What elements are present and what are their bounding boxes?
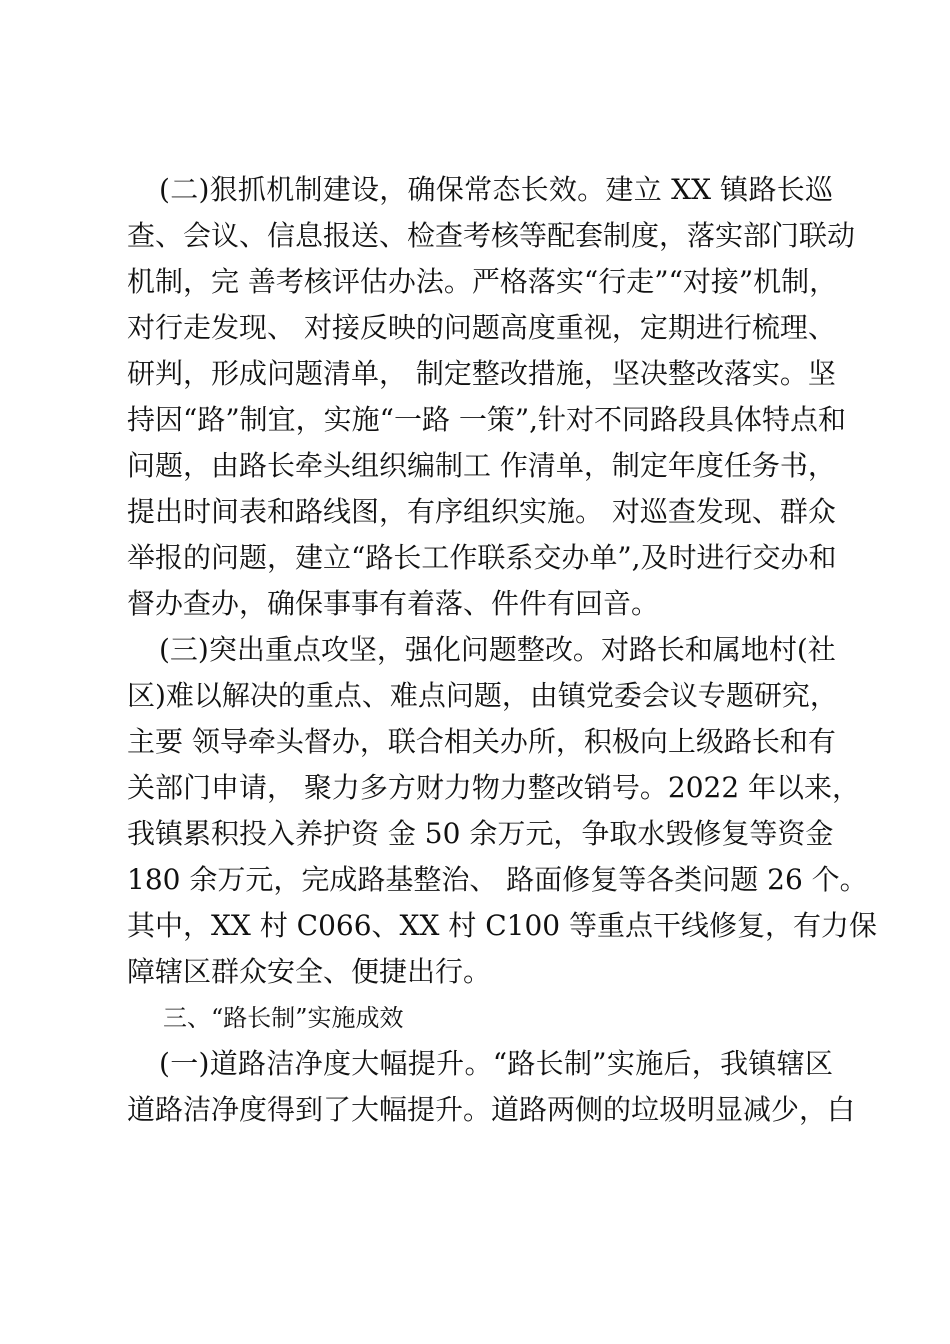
paragraph-line: 道路洁净度得到了大幅提升。道路两侧的垃圾明显减少，白 — [127, 1093, 856, 1126]
paragraph-line: (三)突出重点攻坚，强化问题整改。对路长和属地村(社 — [159, 633, 836, 666]
paragraph-line: 研判，形成问题清单， 制定整改措施，坚决整改落实。坚 — [127, 357, 836, 390]
paragraph-line: 机制，完 善考核评估办法。严格落实“行走”“对接”机制， — [127, 265, 838, 298]
paragraph-line: (二)狠抓机制建设，确保常态长效。建立 XX 镇路长巡 — [159, 173, 833, 206]
paragraph-line: 提出时间表和路线图，有序组织实施。 对巡查发现、群众 — [127, 495, 836, 528]
paragraph-line: 关部门申请， 聚力多方财力物力整改销号。2022 年以来， — [127, 771, 861, 804]
paragraph-line: 督办查办，确保事事有着落、件件有回音。 — [127, 587, 660, 620]
paragraph-line: 区)难以解决的重点、难点问题，由镇党委会议专题研究， — [127, 679, 838, 712]
paragraph-line: 主要 领导牵头督办，联合相关办所，积极向上级路长和有 — [127, 725, 836, 758]
paragraph-line: 其中，XX 村 C066、XX 村 C100 等重点干线修复，有力保 — [127, 909, 877, 942]
paragraph-line: 举报的问题，建立“路长工作联系交办单”,及时进行交办和 — [127, 541, 837, 574]
paragraph-line: 障辖区群众安全、便捷出行。 — [127, 955, 492, 988]
paragraph-line: 对行走发现、 对接反映的问题高度重视，定期进行梳理、 — [127, 311, 836, 344]
section-heading: 三、“路长制”实施成效 — [163, 1004, 404, 1032]
paragraph-line: 180 余万元，完成路基整治、 路面修复等各类问题 26 个。 — [127, 863, 868, 896]
paragraph-line: 持因“路”制宜，实施“一路 一策”,针对不同路段具体特点和 — [127, 403, 847, 436]
paragraph-line: (一)道路洁净度大幅提升。“路长制”实施后，我镇辖区 — [159, 1047, 833, 1080]
paragraph-line: 查、会议、信息报送、检查考核等配套制度，落实部门联动 — [127, 219, 856, 252]
paragraph-line: 问题，由路长牵头组织编制工 作清单，制定年度任务书， — [127, 449, 836, 482]
paragraph-line: 我镇累积投入养护资 金 50 余万元，争取水毁修复等资金 — [127, 817, 834, 850]
